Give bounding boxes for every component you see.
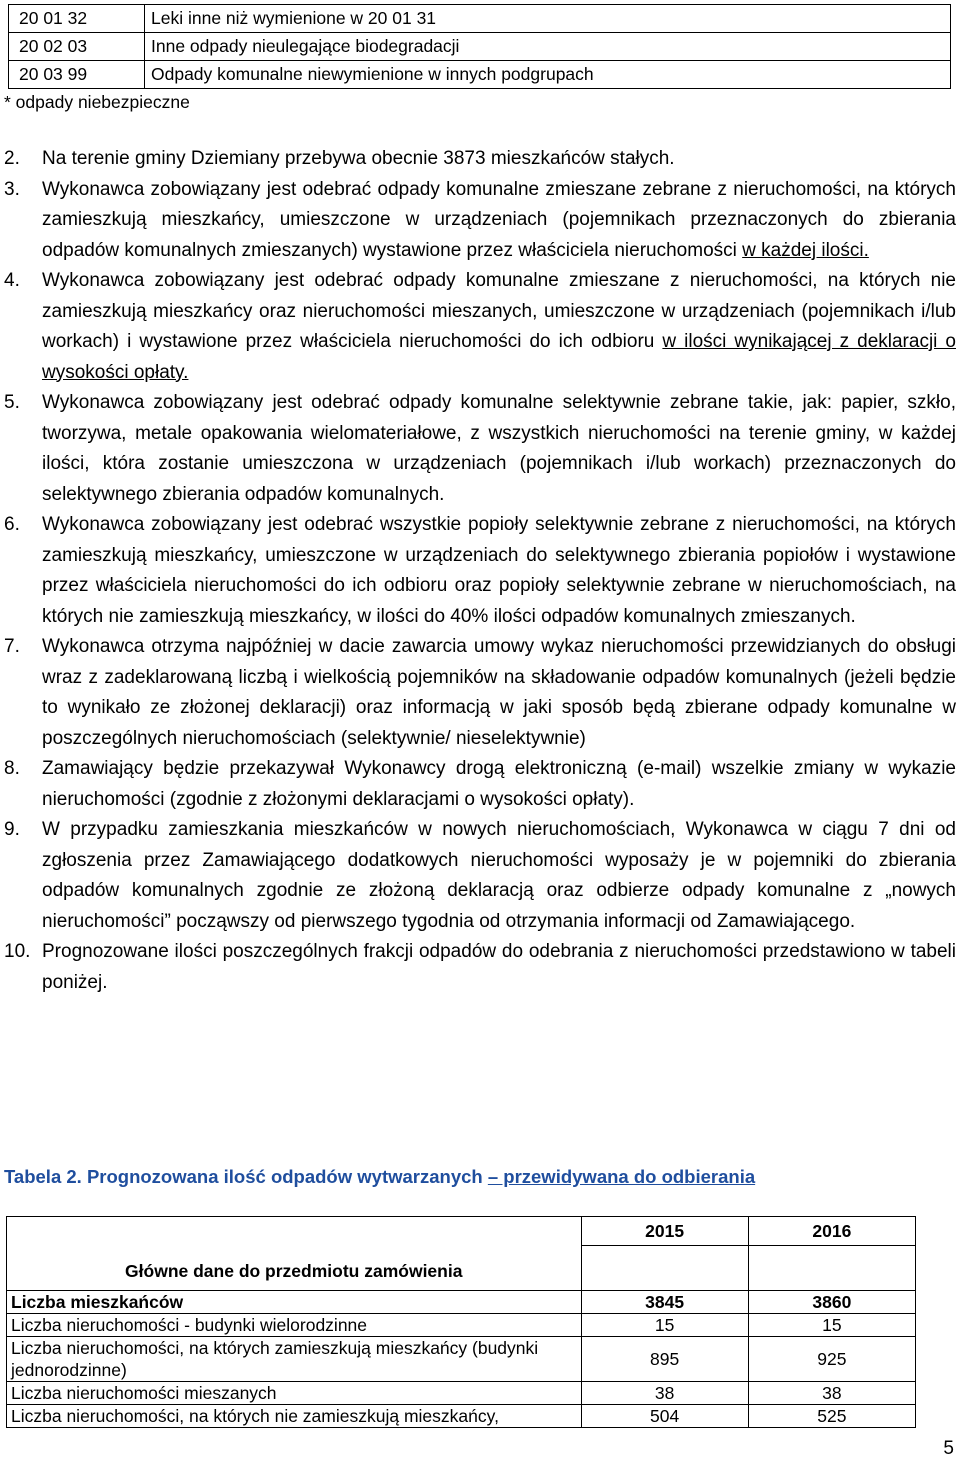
item-number: 9. [4, 819, 20, 840]
list-item [4, 266, 956, 388]
waste-codes-table [8, 4, 951, 89]
list-item [4, 388, 956, 510]
value-2015: 3845 [581, 1291, 748, 1314]
row-label: Liczba nieruchomości - budynki wielorodzinne [7, 1314, 582, 1337]
waste-code: 20 03 99 [9, 61, 145, 89]
numbered-list [4, 144, 956, 998]
item-text [42, 144, 956, 175]
item-text [42, 754, 956, 815]
waste-description: Odpady komunalne niewymienione w innych podgrupach [145, 61, 951, 89]
row-label [7, 1337, 582, 1382]
item-body: Wykonawca zobowiązany jest odebrać odpady komunalne selektywnie zebrane takie, jak: papier, szkło, tworzywa, metale opakowania wielomateriałowe, z wszystkich nieruchomości na terenie gminy, w każdej ilości, która zostanie umieszczona w urządzeniach (pojemnikach i/lub workach) przeznaczonych do selektywnego zbierania odpadów komunalnych. [42, 392, 956, 505]
value-2016: 925 [748, 1337, 915, 1382]
item-text [42, 388, 956, 510]
item-text [42, 937, 956, 998]
item-number: 5. [4, 392, 20, 413]
header-label: Główne dane do przedmiotu zamówienia [7, 1217, 582, 1291]
value-2015: 15 [581, 1314, 748, 1337]
value-2016: 38 [748, 1382, 915, 1405]
item-body: Prognozowane ilości poszczególnych frakcji odpadów do odebrania z nieruchomości przedstawiono w tabeli poniżej. [42, 941, 956, 993]
table-row [7, 1314, 916, 1337]
list-item [4, 937, 956, 998]
item-body: Na terenie gminy Dziemiany przebywa obecnie 3873 mieszkańców stałych. [42, 148, 675, 169]
row-label: Liczba nieruchomości mieszanych [7, 1382, 582, 1405]
item-body: Wykonawca zobowiązany jest odebrać odpady komunalne zmieszane z nieruchomości, na których nie zamieszkują mieszkańcy oraz nieruchomości mieszanych, umieszczone w urządzeniach (pojemnikach i/lub workach) i wystawione przez właściciela nieruchomości do ich odbioru [42, 270, 956, 352]
empty-cell [581, 1246, 748, 1291]
table-header-row [7, 1217, 916, 1246]
value-2015: 38 [581, 1382, 748, 1405]
table-row [7, 1405, 916, 1428]
item-body: W przypadku zamieszkania mieszkańców w nowych nieruchomościach, Wykonawca w ciągu 7 dni od zgłoszenia przez Zamawiającego dodatkowych nieruchomości wyposaży je w pojemniki do zbierania odpadów komunalnych zgodnie ze złożoną deklaracją oraz odbierze odpady komunalne z „nowych nieruchomości” począwszy od pierwszego tygodnia od otrzymania informacji od Zamawiającego. [42, 819, 956, 932]
item-text [42, 815, 956, 937]
item-body: Wykonawca zobowiązany jest odebrać odpady komunalne zmieszane zebrane z nieruchomości, na których zamieszkują mieszkańcy, umieszczone w urządzeniach (pojemnikach przeznaczonych do zbierania odpadów komunalnych zmieszanych) wystawione przez właściciela nieruchomości [42, 178, 956, 261]
year-header: 2015 [581, 1217, 748, 1246]
item-number: 3. [4, 178, 20, 200]
waste-description: Inne odpady nieulegające biodegradacji [145, 33, 951, 61]
item-number: 7. [4, 636, 20, 657]
caption-underlined: – przewidywana do odbierania [487, 1166, 756, 1187]
forecast-table [6, 1216, 916, 1428]
value-2016: 3860 [748, 1291, 915, 1314]
table-caption [4, 1166, 755, 1188]
row-label-text: Liczba nieruchomości, na których zamieszkują mieszkańcy (budynki jednorodzinne) [11, 1338, 539, 1380]
waste-code: 20 01 32 [9, 5, 145, 33]
list-item [4, 144, 956, 175]
list-item [4, 815, 956, 937]
item-number: 8. [4, 758, 20, 779]
value-2015: 895 [581, 1337, 748, 1382]
item-number: 6. [4, 514, 20, 535]
table-row [9, 33, 951, 61]
value-2015: 504 [581, 1405, 748, 1428]
list-item [4, 175, 956, 267]
item-body: Wykonawca zobowiązany jest odebrać wszystkie popioły selektywnie zebrane z nieruchomości, na których zamieszkują mieszkańcy, umieszczone w urządzeniach do selektywnego zbierania popiołów i wystawione przez właściciela nieruchomości do ich odbioru oraz popioły selektywnie zebrane w nieruchomościach, na których nie zamieszkują mieszkańcy, w ilości do 40% ilości odpadów komunalnych zmieszanych. [42, 514, 956, 627]
table-row [9, 5, 951, 33]
item-number: 10. [4, 941, 31, 962]
value-2016: 525 [748, 1405, 915, 1428]
item-underlined: w każdej ilości. [742, 239, 869, 261]
item-number: 4. [4, 270, 20, 291]
table-row [7, 1337, 916, 1382]
waste-code: 20 02 03 [9, 33, 145, 61]
table-row [7, 1382, 916, 1405]
caption-text: Tabela 2. Prognozowana ilość odpadów wytwarzanych [4, 1166, 488, 1187]
item-underlined: w ilości wynikającej z deklaracji o wysokości opłaty. [42, 331, 956, 383]
year-header: 2016 [748, 1217, 915, 1246]
item-text [42, 266, 956, 388]
table-row [9, 61, 951, 89]
item-text [42, 175, 956, 267]
list-item [4, 510, 956, 632]
empty-cell [748, 1246, 915, 1291]
item-body: Zamawiający będzie przekazywał Wykonawcy drogą elektroniczną (e-mail) wszelkie zmiany w wykazie nieruchomości (zgodnie z złożonymi deklaracjami o wysokości opłaty). [42, 758, 956, 810]
value-2016: 15 [748, 1314, 915, 1337]
item-text [42, 632, 956, 754]
waste-description: Leki inne niż wymienione w 20 01 31 [145, 5, 951, 33]
list-item [4, 754, 956, 815]
item-body: Wykonawca otrzyma najpóźniej w dacie zawarcia umowy wykaz nieruchomości przewidzianych do obsługi wraz z zadeklarowaną liczbą i wielkością pojemników na składowanie odpadów komunalnych (jeżeli będzie to wynikało ze złożonej deklaracji) oraz informacją w jaki sposób będą zbierane odpady komunalne w poszczególnych nieruchomościach (selektywnie/ nieselektywnie) [42, 636, 956, 749]
table-row [7, 1291, 916, 1314]
row-label: Liczba mieszkańców [7, 1291, 582, 1314]
row-label: Liczba nieruchomości, na których nie zamieszkują mieszkańcy, [7, 1405, 582, 1428]
page-number: 5 [943, 1438, 954, 1459]
item-text [42, 510, 956, 632]
hazardous-footnote: * odpady niebezpieczne [4, 92, 190, 112]
item-number: 2. [4, 148, 20, 169]
list-item [4, 632, 956, 754]
